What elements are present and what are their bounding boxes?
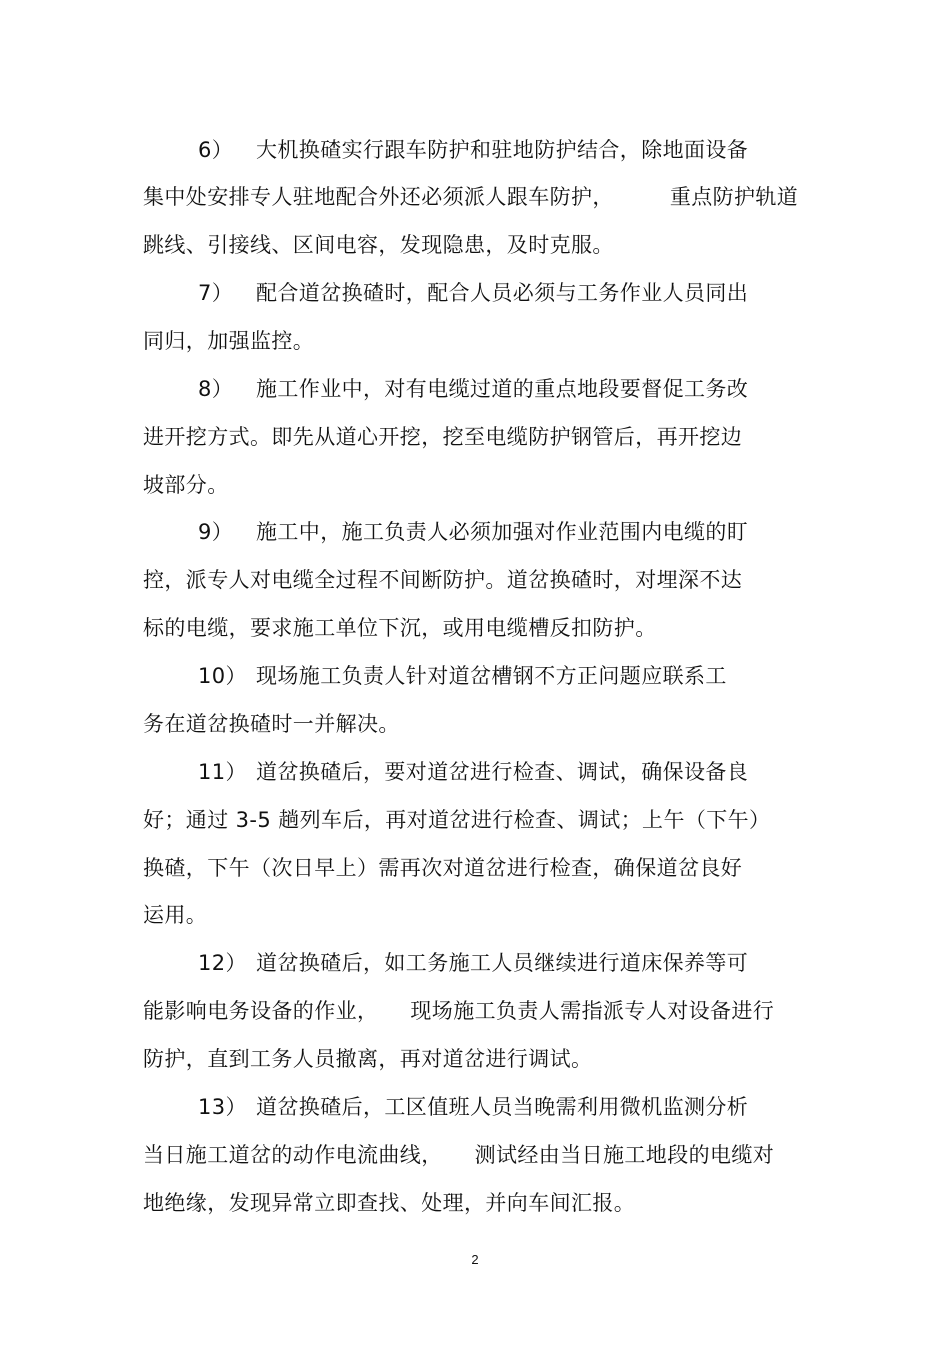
item-number: 10） [198,664,247,688]
item-number: 7） [198,281,234,305]
item-12-line-3 [143,1045,592,1073]
item-text: 运用。 [143,903,208,927]
item-8-line-1 [198,375,748,403]
item-6-line-1 [198,136,748,164]
page-number: 2 [471,1252,479,1267]
item-9-line-3 [143,614,657,642]
item-text: 道岔换碴后，工区值班人员当晚需利用微机监测分析 [256,1095,749,1119]
item-text: 标的电缆，要求施工单位下沉，或用电缆槽反扣防护。 [143,616,657,640]
item-12-line-2 [143,997,774,1025]
item-10-line-1 [198,662,727,690]
item-text: 测试经由当日施工地段的电缆对 [474,1143,775,1167]
item-13-line-2 [143,1141,774,1169]
item-11-line-1 [198,758,748,786]
item-text: 大机换碴实行跟车防护和驻地防护结合，除地面设备 [256,138,749,162]
item-number: 13） [198,1095,247,1119]
item-6-line-3 [143,231,614,259]
item-12-line-1 [198,949,748,977]
item-text: 坡部分。 [143,473,229,497]
item-text: 同归，加强监控。 [143,329,315,353]
item-text: 道岔换碴后，要对道岔进行检查、调试，确保设备良 [256,760,749,784]
item-10-line-2 [143,710,400,738]
item-text: 防护，直到工务人员撤离，再对道岔进行调试。 [143,1047,593,1071]
item-7-line-2 [143,327,314,355]
item-text: 配合道岔换碴时，配合人员必须与工务作业人员同出 [256,281,749,305]
item-13-line-1 [198,1093,748,1121]
item-number: 6） [198,138,234,162]
item-text: 现场施工负责人需指派专人对设备进行 [410,999,775,1023]
item-11-line-2 [143,806,770,834]
item-number: 9） [198,520,234,544]
item-7-line-1 [198,279,748,307]
item-number: 11） [198,760,247,784]
item-text: 好；通过 3-5 趟列车后，再对道岔进行检查、调试；上午（下午） [143,808,771,832]
item-6-line-2 [143,183,798,211]
item-text: 重点防护轨道 [669,185,799,209]
item-text: 换碴，下午（次日早上）需再次对道岔进行检查，确保道岔良好 [143,856,743,880]
item-text: 地绝缘，发现异常立即查找、处理，并向车间汇报。 [143,1191,636,1215]
item-text: 当日施工道岔的动作电流曲线， [143,1143,443,1167]
item-13-line-3 [143,1189,635,1217]
item-text: 控，派专人对电缆全过程不间断防护。道岔换碴时，对埋深不达 [143,568,743,592]
item-text: 跳线、引接线、区间电容，发现隐患，及时克服。 [143,233,614,257]
item-11-line-3 [143,854,742,882]
item-8-line-2 [143,423,742,451]
item-number: 12） [198,951,247,975]
item-text: 道岔换碴后，如工务施工人员继续进行道床保养等可 [256,951,749,975]
item-text: 集中处安排专人驻地配合外还必须派人跟车防护， [143,185,614,209]
item-text: 施工中，施工负责人必须加强对作业范围内电缆的盯 [256,520,749,544]
item-9-line-2 [143,566,742,594]
item-11-line-4 [143,901,207,929]
item-8-line-3 [143,471,229,499]
item-text: 进开挖方式。即先从道心开挖，挖至电缆防护钢管后，再开挖边 [143,425,743,449]
item-9-line-1 [198,518,748,546]
item-text: 务在道岔换碴时一并解决。 [143,712,400,736]
item-text: 施工作业中，对有电缆过道的重点地段要督促工务改 [256,377,749,401]
item-text: 能影响电务设备的作业， [143,999,379,1023]
item-number: 8） [198,377,234,401]
item-text: 现场施工负责人针对道岔槽钢不方正问题应联系工 [256,664,727,688]
